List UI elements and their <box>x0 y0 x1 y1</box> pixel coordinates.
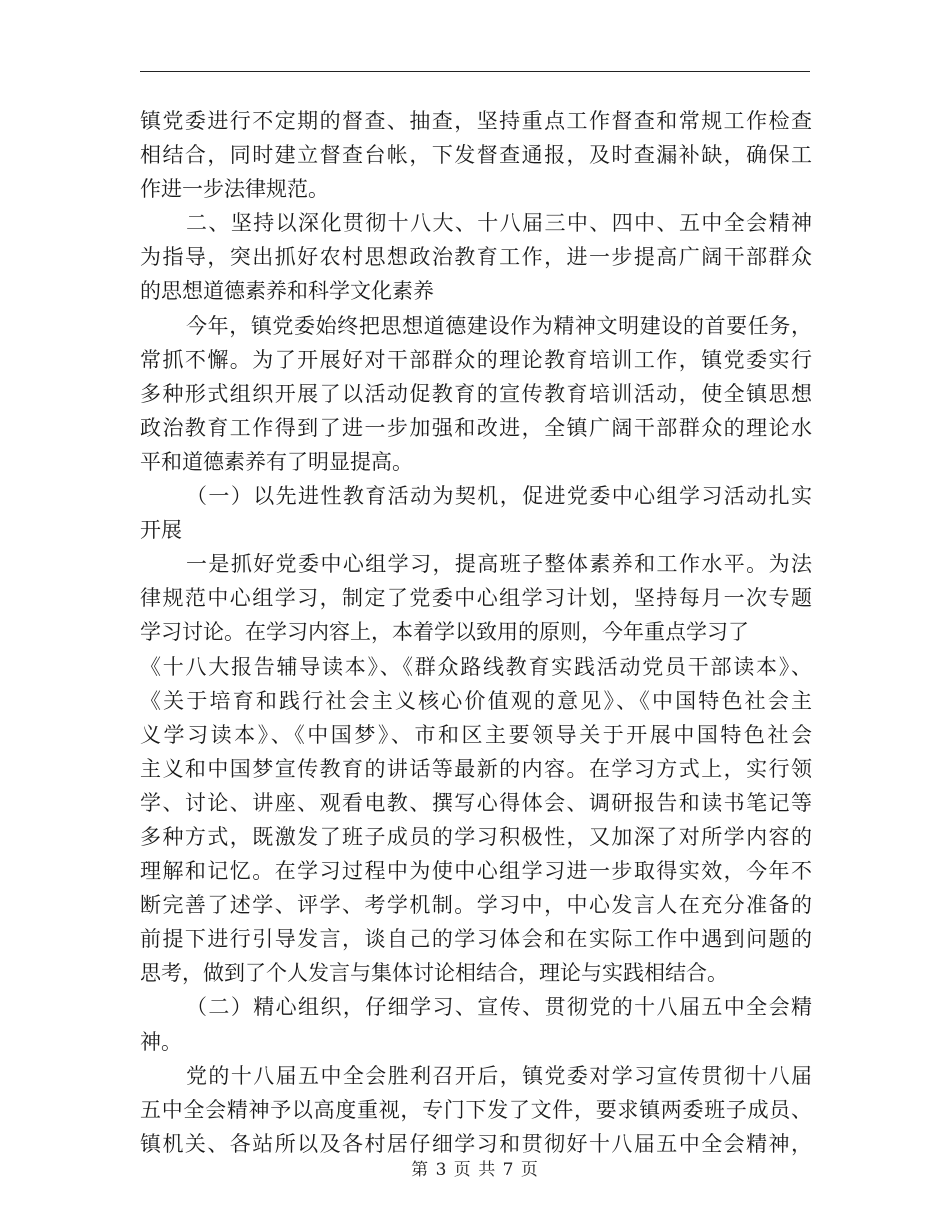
text-line: 相结合，同时建立督查台帐，下发督查通报，及时查漏补缺，确保工 <box>140 143 812 168</box>
text-line: 作进一步法律规范。 <box>140 177 329 202</box>
text-line: 学、讨论、讲座、观看电教、撰写心得体会、调研报告和读书笔记等 <box>140 790 812 815</box>
text-line: 一是抓好党委中心组学习，提高班子整体素养和工作水平。为法 <box>186 552 812 577</box>
text-line: 多种方式，既激发了班子成员的学习积极性，又加深了对所学内容的 <box>140 824 812 849</box>
text-line: 律规范中心组学习，制定了党委中心组学习计划，坚持每月一次专题 <box>140 586 812 611</box>
text-line: 《关于培育和践行社会主义核心价值观的意见》、《中国特色社会主 <box>140 688 812 713</box>
text-line: 五中全会精神予以高度重视，专门下发了文件，要求镇两委班子成员、 <box>140 1097 812 1122</box>
text-line: 镇机关、各站所以及各村居仔细学习和贯彻好十八届五中全会精神， <box>140 1131 812 1156</box>
text-line: 平和道德素养有了明显提高。 <box>140 449 413 474</box>
text-line: 为指导，突出抓好农村思想政治教育工作，进一步提高广阔干部群众 <box>140 245 812 270</box>
text-line: 镇党委进行不定期的督查、抽查，坚持重点工作督查和常规工作检查 <box>140 109 812 133</box>
text-line: 义学习读本》、《中国梦》、市和区主要领导关于开展中国特色社会 <box>140 722 812 747</box>
text-line: 的思想道德素养和科学文化素养 <box>140 279 434 304</box>
text-line: 理解和记忆。在学习过程中为使中心组学习进一步取得实效，今年不 <box>140 859 812 884</box>
text-line: 政治教育工作得到了进一步加强和改进，全镇广阔干部群众的理论水 <box>140 415 812 440</box>
text-line: （二）精心组织，仔细学习、宣传、贯彻党的十八届五中全会精 <box>186 995 812 1020</box>
text-line: 断完善了述学、评学、考学机制。学习中，中心发言人在充分准备的 <box>140 893 812 918</box>
text-line: 今年，镇党委始终把思想道德建设作为精神文明建设的首要任务， <box>186 313 812 338</box>
page-number: 第 3 页 共 7 页 <box>411 1160 539 1180</box>
text-line: 多种形式组织开展了以活动促教育的宣传教育培训活动，使全镇思想 <box>140 381 812 406</box>
text-line: 《十八大报告辅导读本》、《群众路线教育实践活动党员干部读本》、 <box>140 654 812 679</box>
text-line: 二、坚持以深化贯彻十八大、十八届三中、四中、五中全会精神 <box>186 211 812 236</box>
text-line: 开展 <box>140 518 182 543</box>
header-rule <box>140 71 810 72</box>
text-line: 主义和中国梦宣传教育的讲话等最新的内容。在学习方式上，实行领 <box>140 756 812 781</box>
text-line: 神。 <box>140 1029 182 1054</box>
text-line: （一）以先进性教育活动为契机，促进党委中心组学习活动扎实 <box>186 484 812 509</box>
text-line: 前提下进行引导发言，谈自己的学习体会和在实际工作中遇到问题的 <box>140 927 812 952</box>
document-body <box>140 104 812 1161</box>
text-line: 学习讨论。在学习内容上，本着学以致用的原则，今年重点学习了 <box>140 620 749 645</box>
text-line: 党的十八届五中全会胜利召开后，镇党委对学习宣传贯彻十八届 <box>186 1063 812 1088</box>
text-line: 思考，做到了个人发言与集体讨论相结合，理论与实践相结合。 <box>140 961 728 986</box>
text-line: 常抓不懈。为了开展好对干部群众的理论教育培训工作，镇党委实行 <box>140 347 812 372</box>
